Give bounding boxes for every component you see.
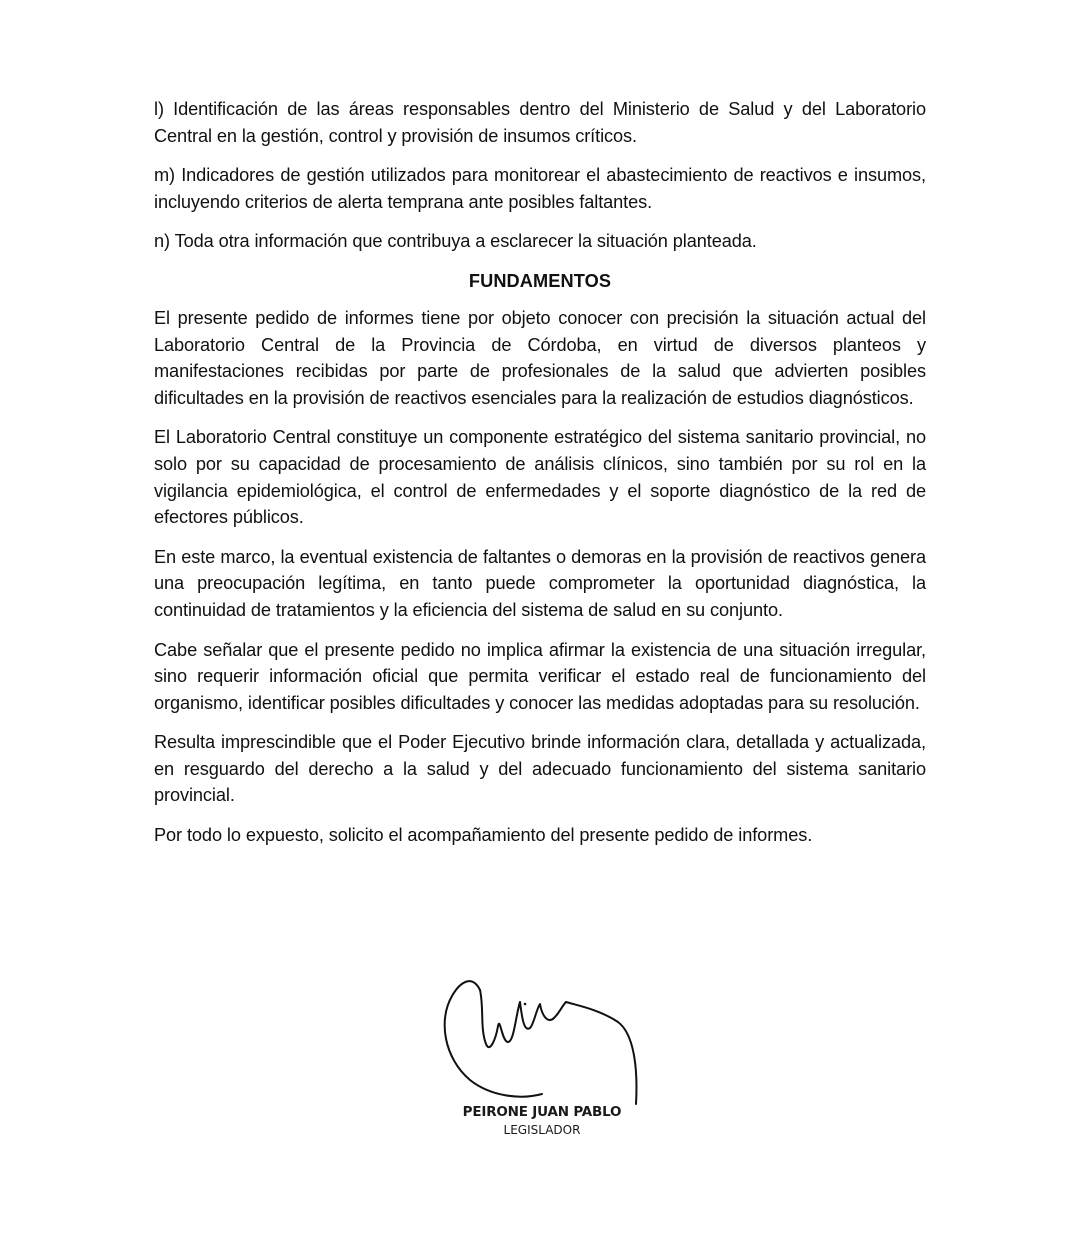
paragraph: En este marco, la eventual existencia de faltantes o demoras en la provisión de reactivos genera una preocupación legítima, en tanto puede comprometer la oportunidad diagnóstica, la continuidad de tratamientos y la eficiencia del sistema de salud en su conjunto. — [154, 546, 926, 620]
list-item-l: l) Identificación de las áreas responsables dentro del Ministerio de Salud y del Laboratorio Central en la gestión, control y provisión de insumos críticos. — [154, 99, 926, 146]
paragraph: El Laboratorio Central constituye un componente estratégico del sistema sanitario provincial, no solo por su capacidad de procesamiento de análisis clínicos, sino también por su rol en la vigilancia epidemiológica, el control de enfermedades y el soporte diagnóstico de la red de efectores públicos. — [154, 427, 926, 528]
signer-role: LEGISLADOR — [503, 1123, 581, 1137]
handwritten-signature-icon — [430, 968, 660, 1108]
list-item-m: m) Indicadores de gestión utilizados para monitorear el abastecimiento de reactivos e insumos, incluyendo criterios de alerta temprana ante posibles faltantes. — [154, 165, 926, 212]
paragraph: Cabe señalar que el presente pedido no implica afirmar la existencia de una situación irregular, sino requerir información oficial que permita verificar el estado real de funcionamiento del organismo, identificar posibles dificultades y conocer las medidas adoptadas para su resolución. — [154, 639, 926, 713]
closing-paragraph: Por todo lo expuesto, solicito el acompañamiento del presente pedido de informes. — [154, 825, 813, 846]
list-item-n: n) Toda otra información que contribuya a esclarecer la situación planteada. — [154, 231, 757, 252]
section-heading: FUNDAMENTOS — [468, 270, 612, 291]
document-body — [154, 96, 926, 862]
signature-block — [430, 968, 660, 1148]
paragraph: El presente pedido de informes tiene por objeto conocer con precisión la situación actual del Laboratorio Central de la Provincia de Córdoba, en virtud de diversos planteos y manifestaciones recibidas por parte de profesionales de la salud que advierten posibles dificultades en la provisión de reactivos esenciales para la realización de estudios diagnósticos. — [154, 307, 926, 408]
signer-name: PEIRONE JUAN PABLO — [462, 1104, 622, 1120]
paragraph: Resulta imprescindible que el Poder Ejecutivo brinde información clara, detallada y actualizada, en resguardo del derecho a la salud y del adecuado funcionamiento del sistema sanitario provincial. — [154, 732, 926, 806]
